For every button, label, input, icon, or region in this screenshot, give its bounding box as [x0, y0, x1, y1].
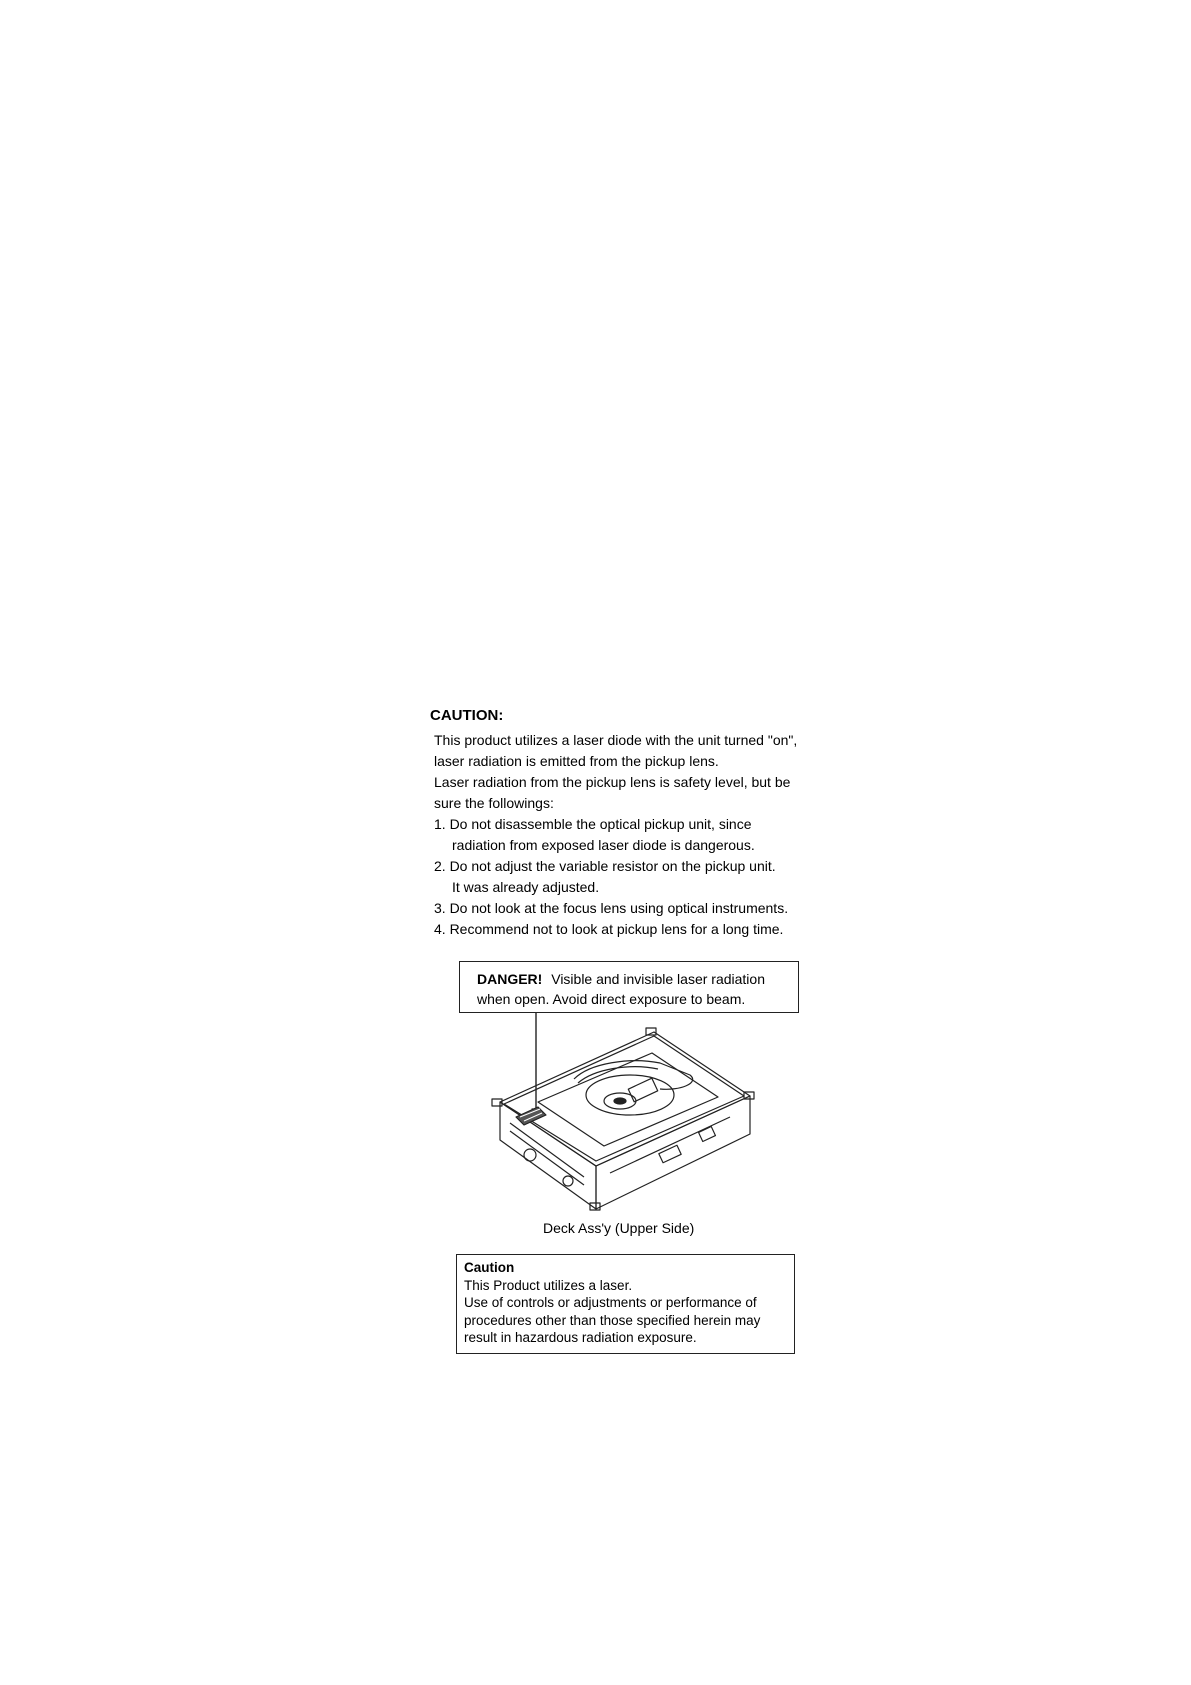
caution-box-title: Caution	[464, 1260, 515, 1275]
danger-label-line-2: when open. Avoid direct exposure to beam.	[477, 991, 746, 1007]
caution-list-item-2-continued: It was already adjusted.	[452, 879, 600, 895]
deck-assembly-diagram	[480, 1013, 820, 1218]
caution-box-line: result in hazardous radiation exposure.	[464, 1330, 697, 1345]
diagram-caption: Deck Ass'y (Upper Side)	[543, 1220, 695, 1236]
caution-box-line: procedures other than those specified herein may	[464, 1312, 761, 1328]
danger-label-box	[459, 961, 799, 1013]
deck-right-side	[596, 1096, 750, 1209]
warning-label-plate	[516, 1107, 546, 1125]
danger-label-line-1	[477, 969, 798, 989]
caution-label-box	[456, 1254, 795, 1354]
caution-paragraph-line: laser radiation is emitted from the pickup lens.	[434, 753, 719, 769]
caution-box-line: This Product utilizes a laser.	[464, 1277, 633, 1293]
caution-list-item-1: 1. Do not disassemble the optical pickup unit, since	[434, 816, 752, 832]
caution-list-item-4: 4. Recommend not to look at pickup lens for a long time.	[434, 921, 784, 937]
danger-label-text: Visible and invisible laser radiation	[551, 971, 765, 987]
deck-left-side	[500, 1102, 596, 1209]
caution-paragraph-line: Laser radiation from the pickup lens is safety level, but be	[434, 774, 791, 790]
caution-heading: CAUTION:	[430, 707, 504, 724]
pickup-head	[628, 1078, 657, 1102]
caution-box-line: Use of controls or adjustments or performance of	[464, 1295, 757, 1310]
caution-list-item-3: 3. Do not look at the focus lens using optical instruments.	[434, 900, 789, 916]
caution-paragraph-line: This product utilizes a laser diode with the unit turned "on",	[434, 732, 798, 748]
caution-list-item-2: 2. Do not adjust the variable resistor on the pickup unit.	[434, 858, 776, 874]
caution-list-item-1-continued: radiation from exposed laser diode is dangerous.	[452, 837, 755, 853]
caution-list	[428, 814, 838, 940]
gear	[563, 1176, 573, 1186]
caution-section	[428, 706, 838, 940]
caution-paragraph-line: sure the followings:	[434, 795, 554, 811]
gear	[524, 1149, 536, 1161]
danger-word: DANGER!	[477, 971, 543, 987]
